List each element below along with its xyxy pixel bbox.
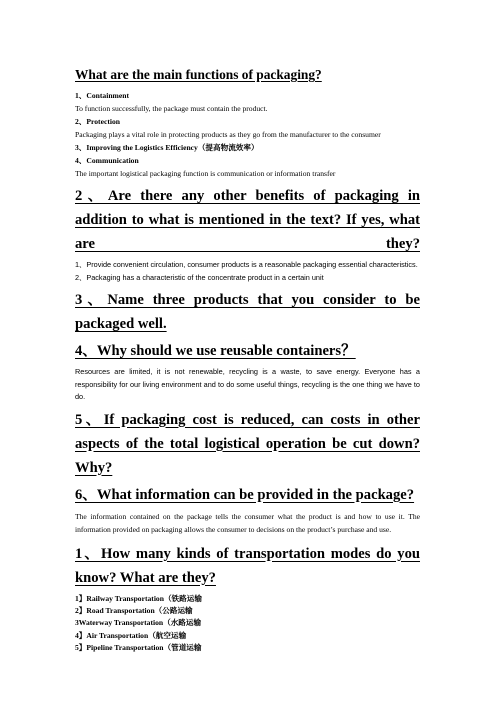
question-package-information: 6、What information can be provided in the package?	[75, 486, 415, 503]
question-packaging-cost: 5、If packaging cost is reduced, can costs in other aspects of the total logistical operation be cut down? Why?	[75, 411, 420, 476]
function-heading-protection: 2、Protection	[75, 117, 120, 126]
answer-benefit-1: 1、Provide convenient circulation, consumer products is a reasonable packaging essential characteristics.	[75, 260, 418, 269]
transport-mode-waterway: 3Waterway Transportation（水路运输	[75, 618, 202, 628]
transport-mode-pipeline: 5】Pipeline Transportation（管道运输	[75, 643, 202, 653]
question-three-products: 3、Name three products that you consider to be packaged well.	[75, 292, 420, 332]
function-text-communication: The important logistical packaging function is communication or information transfer	[75, 169, 336, 178]
question-other-benefits: 2、Are there any other benefits of packaging in addition to what is mentioned in the text? If yes, what are they?	[75, 188, 420, 252]
document-content	[75, 66, 420, 655]
function-text-protection: Packaging plays a vital role in protecting products as they go from the manufacturer to the consumer	[75, 130, 381, 139]
transport-mode-railway: 1】Railway Transportation（铁路运输	[75, 593, 202, 603]
function-text-containment: To function successfully, the package must contain the product.	[75, 104, 268, 113]
question-reusable-containers: 4、Why should we use reusable containers？	[75, 343, 356, 359]
transport-mode-road: 2】Road Transportation（公路运输	[75, 605, 193, 615]
question-transportation-modes: 1、How many kinds of transportation modes do you know? What are they?	[75, 545, 420, 586]
answer-reusable-containers: Resources are limited, it is not renewable, recycling is a waste, to save energy. Everyone has a responsibility for our living environment and to do some useful things, recycling is the one thing we have to do.	[75, 367, 420, 401]
answer-package-information: The information contained on the package tells the consumer what the product is and how to use it. The information provided on packaging allows the consumer to decisions on the product’s purchase and use.	[75, 511, 420, 534]
transport-mode-air: 4】Air Transportation（航空运输	[75, 630, 187, 640]
function-heading-containment: 1、Containment	[75, 91, 130, 100]
function-heading-logistics-efficiency: 3、Improving the Logistics Efficiency（提高物流效率）	[75, 143, 259, 152]
answer-benefit-2: 2、Packaging has a characteristic of the concentrate product in a certain unit	[75, 272, 324, 282]
function-heading-communication: 4、Communication	[75, 156, 139, 165]
section-title-packaging-functions: What are the main functions of packaging?	[75, 67, 322, 82]
